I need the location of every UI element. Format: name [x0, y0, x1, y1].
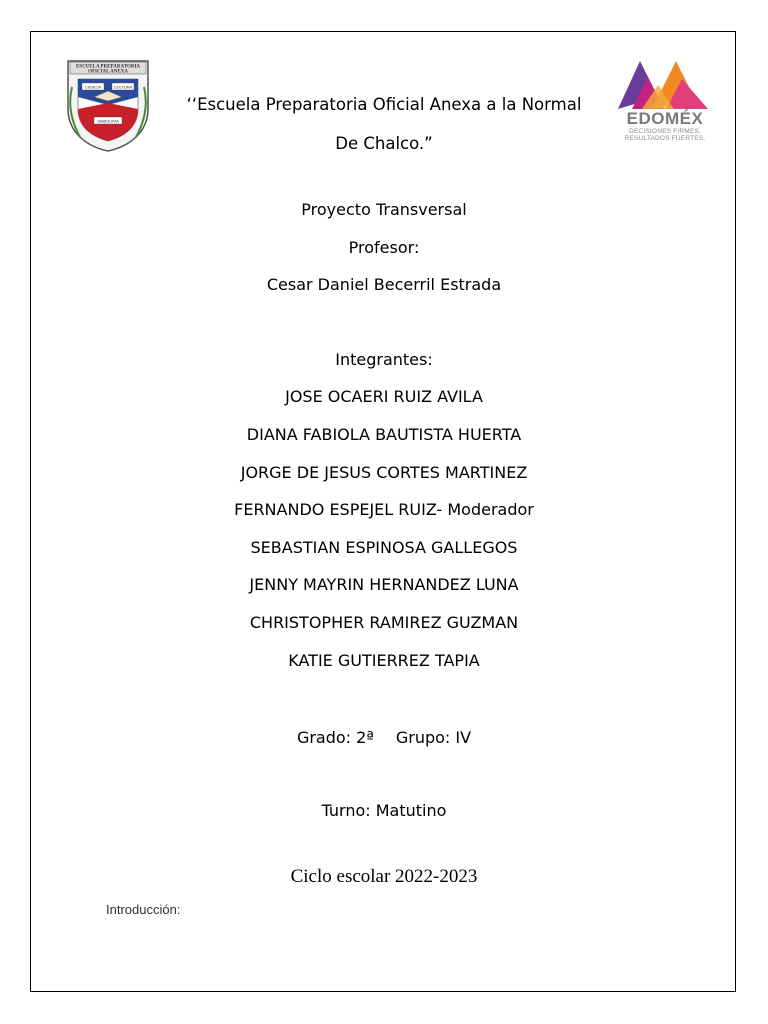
crest-ribbon-right: CULTURA [113, 84, 133, 90]
members-label: Integrantes: [335, 350, 433, 369]
school-cycle: Ciclo escolar 2022-2023 [290, 866, 478, 887]
crest-banner-line1: ESCUELA PREPARATORIA [75, 64, 141, 70]
member-item: SEBASTIAN ESPINOSA GALLEGOS [250, 538, 518, 557]
member-item: JOSE OCAERI RUIZ AVILA [285, 387, 483, 406]
member-item: KATIE GUTIERREZ TAPIA [288, 651, 480, 670]
edomex-name: EDOMÉX [626, 109, 704, 128]
crest-banner-line2: OFICIAL ANEXA [88, 69, 128, 75]
grade-group-row [0, 728, 768, 748]
edomex-slogan-line1: DECISIONES FIRMES, [629, 128, 701, 135]
teacher-label: Profesor: [348, 238, 420, 257]
shift-text: Turno: Matutino [321, 801, 447, 820]
intro-heading: Introducción: [106, 902, 181, 917]
member-item: DIANA FABIOLA BAUTISTA HUERTA [246, 425, 522, 444]
crest-ribbon-bottom: SABIDURIA [97, 118, 119, 124]
crest-ribbon-left: CIENCIA [84, 84, 102, 90]
school-title-line1: ‘‘Escuela Preparatoria Oficial Anexa a la Normal [186, 95, 582, 114]
member-item: CHRISTOPHER RAMIREZ GUZMAN [249, 613, 519, 632]
teacher-name: Cesar Daniel Becerril Estrada [266, 275, 502, 294]
group-text: Grupo: IV [395, 728, 472, 747]
member-item: FERNANDO ESPEJEL RUIZ- Moderador [234, 500, 534, 519]
member-item: JORGE DE JESUS CORTES MARTINEZ [240, 463, 528, 482]
project-name: Proyecto Transversal [301, 200, 467, 219]
member-item: JENNY MAYRIN HERNANDEZ LUNA [249, 575, 519, 594]
grade-text: Grado: 2ª [296, 728, 374, 747]
school-title-line2: De Chalco.” [335, 134, 433, 153]
edomex-slogan-line2: RESULTADOS FUERTES. [624, 135, 706, 142]
